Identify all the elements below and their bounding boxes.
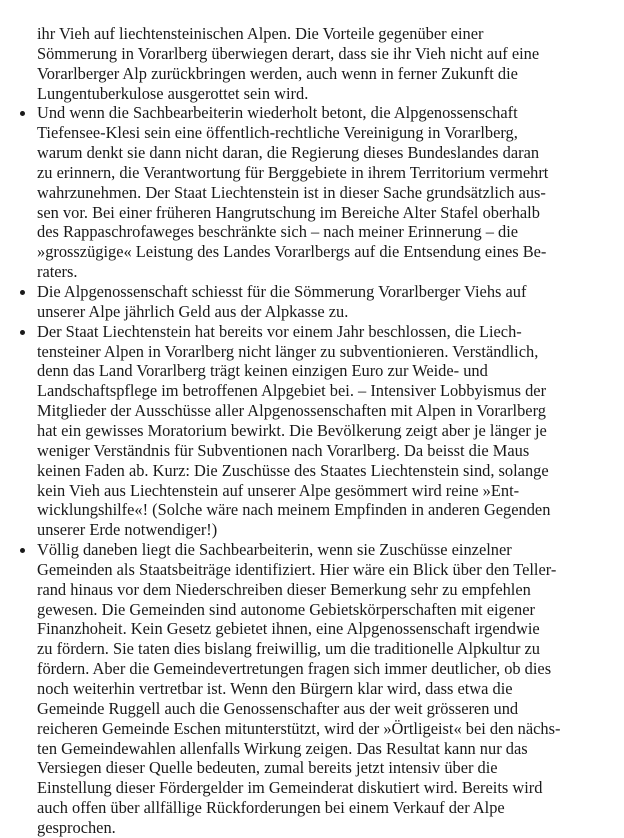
text-line: rand hinaus vor dem Niederschreiben dieser Bemerkung sehr zu empfehlen bbox=[37, 579, 531, 599]
text-line: unserer Alpe jährlich Geld aus der Alpkasse zu. bbox=[37, 301, 349, 321]
text-line: warum denkt sie dann nicht daran, die Regierung dieses Bundeslandes daran bbox=[37, 143, 540, 163]
text-line: unserer Erde notwendiger!) bbox=[37, 520, 218, 540]
text-line: »grosszügige« Leistung des Landes Vorarlbergs auf die Entsendung eines Be- bbox=[37, 242, 547, 262]
text-line: zu fördern. Sie taten dies bislang freiwillig, um die traditionelle Alpkultur zu bbox=[37, 639, 540, 659]
text-line: Mitglieder der Ausschüsse aller Alpgenossenschaften mit Alpen in Vorarlberg bbox=[37, 401, 546, 421]
text-line: noch weiterhin vertretbar ist. Wenn den Bürgern klar wird, dass etwa die bbox=[37, 679, 513, 698]
text-line: Finanzhoheit. Kein Gesetz gebietet ihnen, eine Alpgenossenschaft irgendwie bbox=[37, 619, 540, 639]
text-line: Vorarlberger Alp zurückbringen werden, auch wenn in ferner Zukunft die bbox=[37, 63, 518, 83]
bullet-item-alpkasse bbox=[37, 282, 568, 322]
text-line: Versiegen dieser Quelle bedeuten, zumal bereits jetzt intensiv über die bbox=[37, 758, 498, 778]
text-line: wicklungshilfe«! (Solche wäre nach meinem Empfinden in anderen Gegenden bbox=[37, 500, 551, 520]
text-line: Gemeinde Ruggell auch die Genossenschafter aus der weit grösseren und bbox=[37, 698, 519, 718]
text-line: hat ein gewisses Moratorium bewirkt. Die Bevölkerung zeigt aber je länger je bbox=[37, 420, 547, 440]
text-line: Tiefensee-Klesi sein eine öffentlich-rechtliche Vereinigung in Vorarlberg, bbox=[37, 123, 518, 143]
bullet-icon bbox=[18, 540, 26, 560]
bullet-item-vorarlberg-responsibility bbox=[37, 103, 568, 282]
text-line: sen vor. Bei einer früheren Hangrutschung im Bereiche Alter Stafel oberhalb bbox=[37, 202, 540, 222]
text-line: Landschaftspflege im betroffenen Alpgebiet bei. – Intensiver Lobbyismus der bbox=[37, 381, 547, 401]
text-line: Und wenn die Sachbearbeiterin wiederholt betont, die Alpgenossenschaft bbox=[37, 103, 518, 123]
text-line: kein Vieh aus Liechtenstein auf unserer Alpe gesömmert wird reine »Ent- bbox=[37, 480, 520, 500]
text-line: ten Gemeindewahlen allenfalls Wirkung zeigen. Das Resultat kann nur das bbox=[37, 738, 528, 758]
bullet-item-subsidies bbox=[37, 322, 568, 540]
text-line: gesprochen. bbox=[37, 817, 116, 837]
intro-paragraph bbox=[37, 24, 568, 103]
text-line: Sömmerung in Vorarlberg überwiegen derart, dass sie ihr Vieh nicht auf eine bbox=[37, 43, 540, 63]
text-line: auch offen über allfällige Rückforderungen bei einem Verkauf der Alpe bbox=[37, 798, 505, 818]
text-line: tensteiner Alpen in Vorarlberg nicht länger zu subventionieren. Verständlich, bbox=[37, 341, 539, 361]
text-line: des Rappaschrofaweges beschränkte sich – nach meiner Erinnerung – die bbox=[37, 222, 519, 242]
text-line: reicheren Gemeinde Eschen mitunterstützt, wird der »Örtligeist« bei den nächs- bbox=[37, 718, 561, 738]
bullet-icon bbox=[18, 282, 26, 302]
text-line: Lungentuberkulose ausgerottet sein wird. bbox=[37, 83, 309, 103]
text-line: Völlig daneben liegt die Sachbearbeiterin, wenn sie Zuschüsse einzelner bbox=[37, 540, 512, 560]
text-line: zu erinnern, die Verantwortung für Berggebiete in ihrem Territorium vermehrt bbox=[37, 162, 549, 182]
text-line: gewesen. Die Gemeinden sind autonome Gebietskörperschaften mit eigener bbox=[37, 599, 535, 619]
text-line: weniger Verständnis für Subventionen nach Vorarlberg. Da beisst die Maus bbox=[37, 440, 530, 460]
text-line: Die Alpgenossenschaft schiesst für die Sömmerung Vorarlberger Viehs auf bbox=[37, 282, 527, 302]
bullet-item-municipal-contributions bbox=[37, 540, 568, 838]
text-line: ihr Vieh auf liechtensteinischen Alpen. Die Vorteile gegenüber einer bbox=[37, 24, 484, 43]
text-line: denn das Land Vorarlberg trägt keinen einzigen Euro zur Weide- und bbox=[37, 361, 488, 381]
text-line: Gemeinden als Staatsbeiträge identifiziert. Hier wäre ein Blick über den Teller- bbox=[37, 559, 557, 579]
text-line: keinen Faden ab. Kurz: Die Zuschüsse des Staates Liechtenstein sind, solange bbox=[37, 460, 549, 480]
bullet-icon bbox=[18, 322, 26, 342]
text-line: fördern. Aber die Gemeindevertretungen fragen sich immer deutlicher, ob dies bbox=[37, 659, 552, 679]
text-line: raters. bbox=[37, 262, 78, 282]
bullet-icon bbox=[18, 103, 26, 123]
text-line: wahrzunehmen. Der Staat Liechtenstein ist in dieser Sache grundsätzlich aus- bbox=[37, 182, 546, 202]
text-line: Einstellung dieser Fördergelder im Gemeinderat diskutiert wird. Bereits wird bbox=[37, 778, 543, 798]
text-line: Der Staat Liechtenstein hat bereits vor einem Jahr beschlossen, die Liech- bbox=[37, 321, 522, 341]
